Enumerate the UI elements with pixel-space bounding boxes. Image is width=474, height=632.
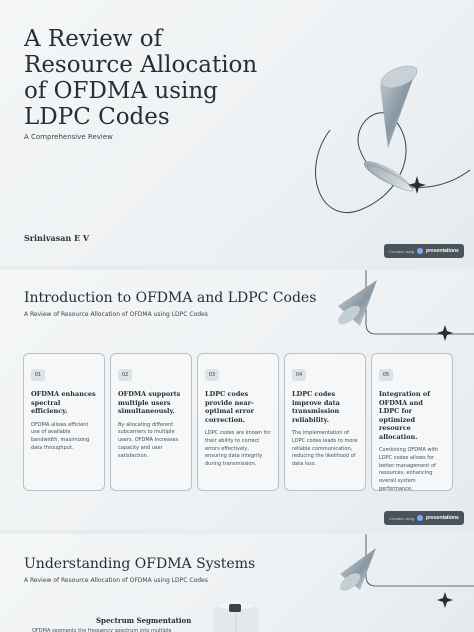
- presentation-subtitle: A Comprehensive Review: [24, 133, 113, 141]
- card-number: 04: [292, 369, 306, 381]
- author-name: Srinivasan E V: [24, 233, 90, 243]
- card-title: LDPC codes improve data transmission reliability.: [292, 390, 340, 424]
- card-number: 05: [379, 369, 393, 381]
- created-with-badge[interactable]: Created using presentations: [384, 244, 464, 258]
- point-card-5: [371, 353, 453, 491]
- intro-subtitle: A Review of Resource Allocation of OFDMA using LDPC Codes: [24, 311, 208, 318]
- card-number: 03: [205, 369, 219, 381]
- card-title: OFDMA enhances spectral efficiency.: [31, 390, 96, 415]
- intro-slide: [0, 270, 474, 530]
- point-card-3: [197, 353, 279, 491]
- ofdma-systems-subtitle: A Review of Resource Allocation of OFDMA using LDPC Codes: [24, 577, 208, 584]
- created-with-badge[interactable]: Created using presentations: [384, 511, 464, 525]
- presentation-title: A Review of Resource Allocation of OFDMA using LDPC Codes: [24, 26, 258, 130]
- card-title: OFDMA supports multiple users simultaneously.: [118, 390, 181, 415]
- key-points-cards: [23, 353, 453, 491]
- card-text: The implementation of LDPC codes leads to more reliable communication, reducing the likelihood of data loss.: [292, 430, 358, 468]
- point-card-2: [110, 353, 192, 491]
- presentations-logo-icon: [417, 515, 423, 521]
- point-card-1: [23, 353, 105, 491]
- section-text: OFDMA segments the frequency spectrum into multiple: [32, 628, 172, 632]
- card-text: By allocating different subcarriers to multiple users, OFDMA increases capacity and user satisfaction.: [118, 421, 179, 459]
- card-number: 01: [31, 369, 45, 381]
- section-heading: Spectrum Segmentation: [96, 616, 192, 625]
- card-text: OFDMA allows efficient use of available bandwidth, maximizing data throughput.: [31, 421, 90, 451]
- ofdma-systems-title: Understanding OFDMA Systems: [24, 556, 256, 572]
- card-text: Combining OFDMA with LDPC codes allows for better management of resources, enhancing overall system performance.: [379, 447, 439, 492]
- intro-title: Introduction to OFDMA and LDPC Codes: [24, 290, 317, 306]
- card-text: LDPC codes are known for their ability to correct errors effectively, ensuring data integrity during transmission.: [205, 430, 271, 468]
- card-title: LDPC codes provide near-optimal error correction.: [205, 390, 254, 424]
- presentations-logo-icon: [417, 248, 423, 254]
- title-slide: [0, 0, 474, 266]
- point-card-4: [284, 353, 366, 491]
- card-title: Integration of OFDMA and LDPC for optimized resource allocation.: [379, 390, 431, 441]
- ofdma-systems-slide: [0, 534, 474, 632]
- card-number: 02: [118, 369, 132, 381]
